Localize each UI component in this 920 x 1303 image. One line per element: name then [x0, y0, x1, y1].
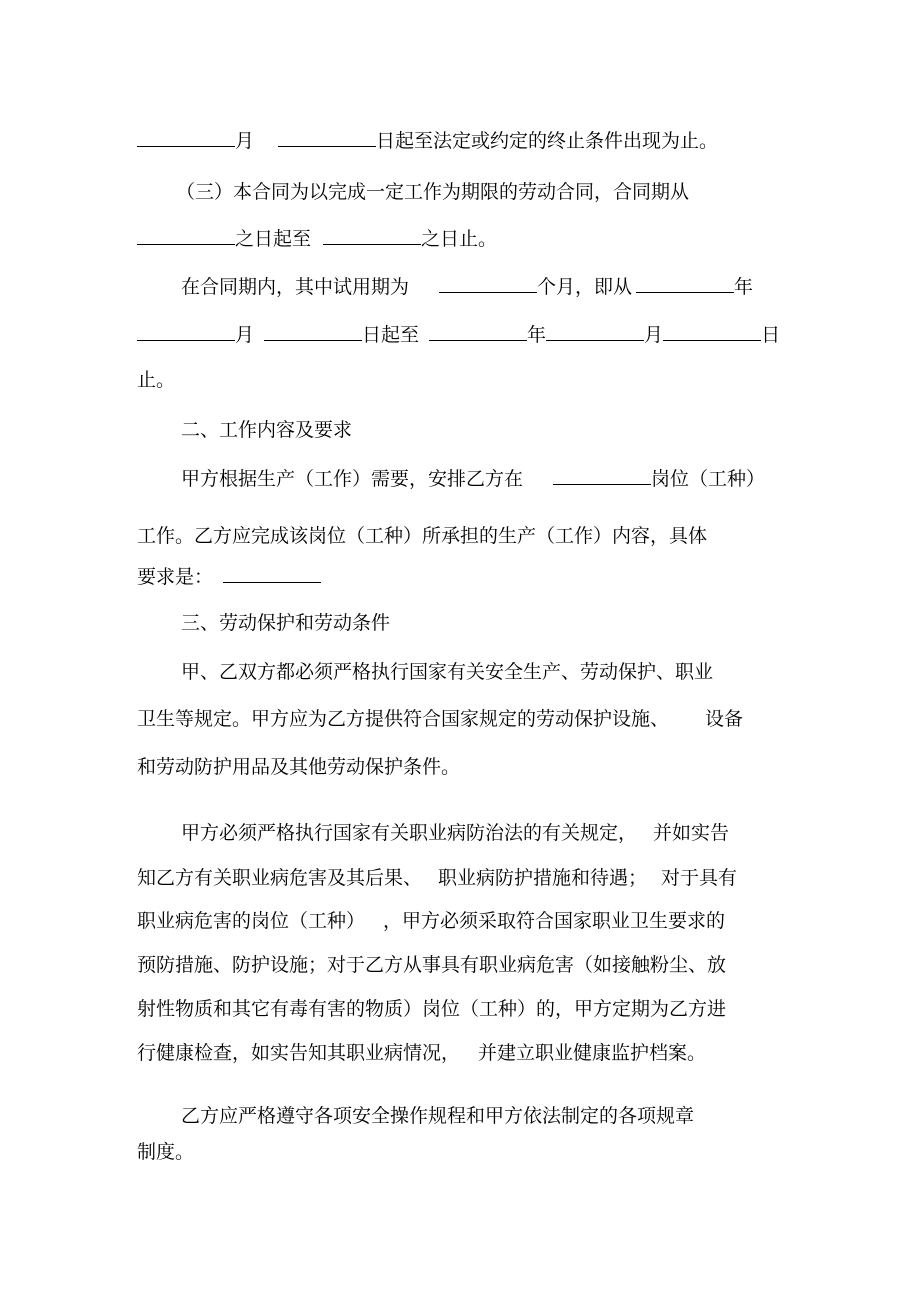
safety-para-line: 乙方应严格遵守各项安全操作规程和甲方依法制定的各项规章 — [181, 1105, 695, 1127]
work-para-line-3: 要求是： — [137, 566, 321, 587]
blank-field[interactable] — [636, 276, 734, 293]
blank-field[interactable] — [137, 228, 235, 245]
occupational-para-line: 知乙方有关职业病危害及其后果、 职业病防护措施和待遇； 对于具有 — [137, 867, 738, 889]
blank-field[interactable] — [137, 130, 235, 147]
occupational-para-line: 甲方必须严格执行国家有关职业病防治法的有关规定， 并如实告 — [181, 822, 730, 844]
occupational-para-line: 职业病危害的岗位（工种） ，甲方必须采取符合国家职业卫生要求的 — [137, 910, 726, 932]
work-para-line-2: 工作。乙方应完成该岗位（工种）所承担的生产（工作）内容，具体 — [137, 525, 708, 547]
occupational-para-line: 行健康检查，如实告知其职业病情况， 并建立职业健康监护档案。 — [137, 1042, 707, 1064]
blank-field[interactable] — [264, 324, 362, 341]
protection-para-line: 和劳动防护用品及其他劳动保护条件。 — [137, 756, 461, 778]
blank-field[interactable] — [429, 324, 527, 341]
occupational-para-line: 预防措施、防护设施；对于乙方从事具有职业病危害（如接触粉尘、放 — [137, 954, 727, 976]
term-task-line: （三）本合同为以完成一定工作为期限的劳动合同，合同期从 — [176, 181, 690, 203]
blank-field[interactable] — [278, 130, 376, 147]
blank-field[interactable] — [323, 228, 421, 245]
probation-line: 在合同期内，其中试用期为 个月，即从 年 — [181, 276, 754, 298]
protection-para-line: 甲、乙双方都必须严格执行国家有关安全生产、劳动保护、职业 — [181, 661, 714, 683]
probation-dates: 月 日起至 年 月 日 — [137, 324, 780, 345]
blank-field[interactable] — [137, 324, 235, 341]
blank-field[interactable] — [439, 276, 537, 293]
term-fixed-line: 月 日起至法定或约定的终止条件出现为止。 — [137, 130, 718, 151]
occupational-para-line: 射性物质和其它有毒有害的物质）岗位（工种）的，甲方定期为乙方进 — [137, 998, 727, 1020]
section-heading-3: 三、劳动保护和劳动条件 — [181, 612, 391, 634]
section-heading-2: 二、工作内容及要求 — [181, 419, 353, 441]
safety-para-line: 制度。 — [137, 1141, 195, 1163]
blank-field[interactable] — [223, 566, 321, 583]
probation-end: 止。 — [137, 369, 176, 391]
blank-field[interactable] — [553, 468, 651, 485]
work-para-line-1: 甲方根据生产（工作）需要，安排乙方在 岗位（工种） — [181, 468, 766, 490]
blank-field[interactable] — [546, 324, 644, 341]
protection-para-line: 卫生等规定。甲方应为乙方提供符合国家规定的劳动保护设施、 设备 — [137, 708, 744, 730]
term-task-dates: 之日起至 之日止。 — [137, 228, 497, 249]
blank-field[interactable] — [663, 324, 761, 341]
